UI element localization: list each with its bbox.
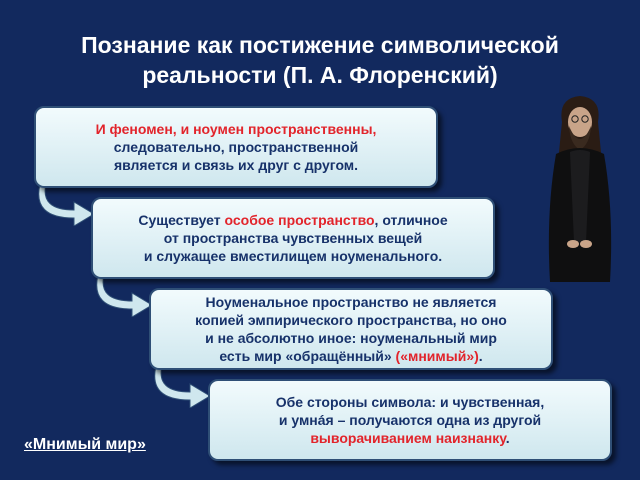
curved-arrow-icon xyxy=(38,184,98,226)
slide-title xyxy=(30,30,610,90)
mnimy-mir-link[interactable]: «Мнимый мир» xyxy=(24,436,146,453)
box1-line-1: И феномен, и ноумен пространственны, xyxy=(95,121,377,137)
box3-line4-pre: есть мир «обращённый» xyxy=(219,348,396,364)
box4-line-3 xyxy=(210,429,610,447)
box4-highlight: выворачиванием наизнанку xyxy=(310,430,506,446)
box2-highlight: особое пространство xyxy=(224,212,375,228)
portrait-figure xyxy=(540,92,620,287)
box4-line-1: Обе стороны символа: и чувственная, xyxy=(275,394,545,410)
box2-line-2: от пространства чувственных вещей xyxy=(163,230,423,246)
box3-line-3: и не абсолютно иное: ноуменальный мир xyxy=(205,330,497,346)
box4-line-2: и умнáя – получаются одна из другой xyxy=(278,412,542,428)
box3-highlight: («мнимый») xyxy=(395,348,479,364)
box3-line4-post: . xyxy=(478,348,483,364)
title-line-1: Познание как постижение символической xyxy=(81,32,559,58)
box2-line-1 xyxy=(93,211,493,229)
box2-post: , отличное xyxy=(374,212,448,228)
box3-line-4 xyxy=(151,347,551,365)
box3-line-2: копией эмпирического пространства, но оно xyxy=(195,312,507,328)
box2-line-3: и служащее вместилищем ноуменального. xyxy=(143,248,443,264)
box4-post: . xyxy=(505,430,510,446)
box3-line-1: Ноуменальное пространство не является xyxy=(205,294,497,310)
box1-line-3: является и связь их друг с другом. xyxy=(113,157,359,173)
curved-arrow-icon xyxy=(154,366,214,408)
title-line-2: реальности (П. А. Флоренский) xyxy=(142,62,498,88)
statement-box-4 xyxy=(208,379,612,461)
statement-box-1 xyxy=(34,106,438,188)
statement-box-3 xyxy=(149,288,553,370)
curved-arrow-icon xyxy=(96,275,156,317)
box2-pre: Существует xyxy=(138,212,225,228)
box1-line-2: следовательно, пространственной xyxy=(113,139,359,155)
statement-box-2 xyxy=(91,197,495,279)
